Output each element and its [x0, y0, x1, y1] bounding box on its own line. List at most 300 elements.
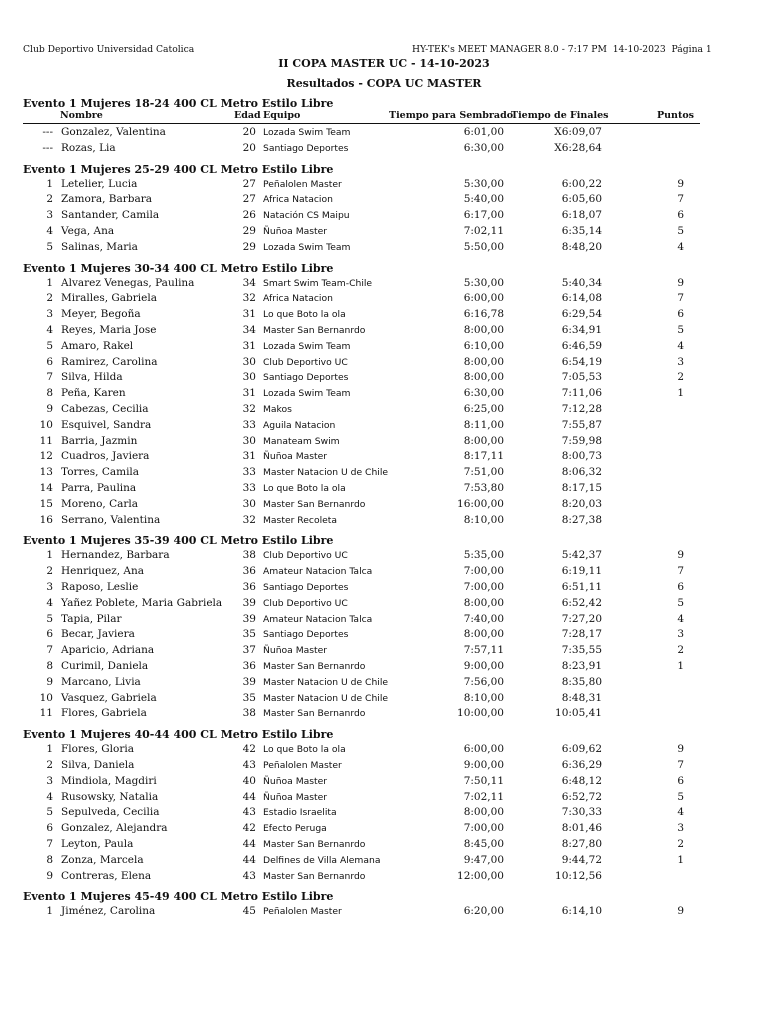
final-time: 6:36,29: [561, 759, 602, 771]
final-time: 6:18,07: [561, 209, 602, 222]
final-time: 7:28,17: [561, 628, 602, 641]
result-row: [0, 628, 768, 644]
software-timestamp: HY-TEK's MEET MANAGER 8.0 - 7:17 PM 14-10-2023 Página 1: [412, 44, 712, 55]
place-cell: 1: [46, 276, 53, 289]
seed-time: 5:50,00: [463, 240, 504, 253]
final-time: 8:48,31: [561, 691, 602, 704]
age-cell: 30: [242, 497, 256, 510]
result-row: [0, 759, 768, 775]
seed-time: 6:17,00: [463, 209, 504, 222]
team-cell: Africa Natacion: [263, 194, 333, 206]
final-time: 10:12,56: [555, 869, 602, 882]
final-time: 6:48,12: [561, 774, 602, 787]
place-cell: 3: [46, 308, 53, 321]
age-cell: 42: [242, 743, 256, 756]
swimmer-name: Gonzalez, Alejandra: [61, 822, 168, 835]
place-cell: 5: [46, 806, 53, 819]
age-cell: 20: [242, 141, 256, 154]
points-cell: 4: [677, 612, 684, 625]
team-cell: Master San Bernanrdo: [263, 708, 366, 720]
swimmer-name: Raposo, Leslie: [61, 581, 139, 593]
swimmer-name: Silva, Hilda: [61, 371, 123, 384]
final-time: 7:27,20: [561, 612, 602, 625]
swimmer-name: Serrano, Valentina: [61, 513, 161, 526]
result-row: [0, 356, 768, 372]
age-cell: 36: [242, 581, 256, 593]
swimmer-name: Gonzalez, Valentina: [61, 126, 166, 138]
seed-time: 5:30,00: [463, 177, 504, 190]
points-cell: 1: [677, 660, 684, 672]
place-cell: 4: [46, 790, 53, 803]
swimmer-name: Salinas, Maria: [61, 240, 138, 253]
event-title: Evento 1 Mujeres 40-44 400 CL Metro Estilo Libre: [23, 728, 334, 742]
swimmer-name: Barria, Jazmin: [61, 434, 138, 447]
place-cell: 6: [46, 628, 53, 641]
place-cell: 4: [46, 225, 53, 237]
seed-time: 8:00,00: [463, 355, 504, 368]
result-row: [0, 822, 768, 838]
swimmer-name: Contreras, Elena: [61, 869, 152, 882]
swimmer-name: Ramirez, Carolina: [61, 355, 158, 368]
age-cell: 35: [242, 628, 256, 641]
swimmer-name: Zamora, Barbara: [61, 193, 153, 206]
swimmer-name: Cabezas, Cecilia: [61, 403, 149, 415]
swimmer-name: Aparicio, Adriana: [61, 644, 155, 657]
age-cell: 30: [242, 371, 256, 384]
points-cell: 6: [677, 581, 684, 593]
age-cell: 38: [242, 707, 256, 720]
seed-time: 6:01,00: [463, 126, 504, 138]
final-time: 6:46,59: [561, 339, 602, 352]
team-cell: Lo que Boto la ola: [263, 309, 346, 321]
age-cell: 32: [242, 292, 256, 305]
swimmer-name: Henriquez, Ana: [61, 565, 145, 578]
team-cell: Master Natacion U de Chile: [263, 692, 389, 704]
points-cell: 5: [677, 225, 684, 237]
result-row: [0, 403, 768, 419]
team-cell: Club Deportivo UC: [263, 356, 348, 368]
event-title: Evento 1 Mujeres 35-39 400 CL Metro Estilo Libre: [23, 534, 334, 548]
column-header-seed: Tiempo para Sembrado: [389, 110, 514, 121]
age-cell: 31: [242, 450, 256, 463]
result-row: [0, 692, 768, 708]
swimmer-name: Esquivel, Sandra: [61, 418, 152, 431]
column-header-age: Edad: [234, 110, 261, 121]
result-row: [0, 277, 768, 293]
seed-time: 8:00,00: [463, 434, 504, 447]
club-name: Club Deportivo Universidad Catolica: [23, 44, 195, 55]
result-row: [0, 435, 768, 451]
place-cell: 8: [46, 660, 53, 672]
final-time: 8:23,91: [561, 660, 602, 672]
seed-time: 7:57,11: [463, 644, 504, 657]
seed-time: 7:40,00: [463, 612, 504, 625]
final-time: 6:14,08: [561, 292, 602, 305]
team-cell: Master Natacion U de Chile: [263, 676, 389, 688]
final-time: 8:06,32: [561, 466, 602, 479]
result-row: [0, 241, 768, 257]
age-cell: 32: [242, 403, 256, 415]
place-cell: 3: [46, 209, 53, 222]
swimmer-name: Zonza, Marcela: [61, 853, 144, 866]
age-cell: 33: [242, 482, 256, 494]
team-cell: Africa Natacion: [263, 293, 333, 305]
seed-time: 8:00,00: [463, 371, 504, 384]
swimmer-name: Hernandez, Barbara: [61, 549, 170, 562]
column-header-row: [23, 110, 700, 124]
team-cell: Santiago Deportes: [263, 629, 349, 641]
seed-time: 6:16,78: [463, 308, 504, 321]
seed-time: 6:20,00: [463, 905, 504, 918]
points-cell: 2: [677, 838, 684, 850]
final-time: 8:20,03: [561, 497, 602, 510]
result-row: [0, 126, 768, 142]
place-cell: 10: [39, 418, 53, 431]
place-cell: 2: [46, 193, 53, 206]
seed-time: 12:00,00: [457, 869, 504, 882]
seed-time: 8:00,00: [463, 806, 504, 819]
swimmer-name: Mindiola, Magdiri: [61, 774, 157, 787]
team-cell: Efecto Peruga: [263, 823, 327, 835]
place-cell: 5: [46, 612, 53, 625]
final-time: 8:00,73: [561, 450, 602, 463]
result-row: [0, 791, 768, 807]
points-cell: 9: [677, 905, 684, 918]
final-time: 7:05,53: [561, 371, 602, 384]
team-cell: Master Natacion U de Chile: [263, 467, 389, 479]
place-cell: 14: [39, 482, 53, 494]
final-time: X6:09,07: [554, 126, 602, 138]
final-time: 7:35,55: [561, 644, 602, 657]
result-row: [0, 450, 768, 466]
age-cell: 39: [242, 612, 256, 625]
swimmer-name: Santander, Camila: [61, 209, 160, 222]
age-cell: 45: [242, 905, 256, 918]
swimmer-name: Vasquez, Gabriela: [61, 691, 157, 704]
points-cell: 3: [677, 822, 684, 835]
swimmer-name: Miralles, Gabriela: [61, 292, 157, 305]
place-cell: 7: [46, 838, 53, 850]
seed-time: 7:56,00: [463, 675, 504, 688]
team-cell: Lozada Swim Team: [263, 388, 351, 400]
place-cell: 5: [46, 339, 53, 352]
seed-time: 6:30,00: [463, 141, 504, 154]
age-cell: 44: [242, 790, 256, 803]
column-header-points: Puntos: [657, 110, 695, 121]
age-cell: 42: [242, 822, 256, 835]
place-cell: 6: [46, 355, 53, 368]
seed-time: 8:00,00: [463, 628, 504, 641]
result-row: [0, 870, 768, 886]
place-cell: 1: [46, 177, 53, 190]
seed-time: 8:10,00: [463, 691, 504, 704]
final-time: 8:27,80: [561, 838, 602, 850]
age-cell: 44: [242, 853, 256, 866]
result-row: [0, 387, 768, 403]
team-cell: Master San Bernanrdo: [263, 661, 366, 672]
team-cell: Ñuñoa Master: [263, 775, 328, 787]
results-subtitle: Resultados - COPA UC MASTER: [286, 77, 482, 90]
result-row: [0, 743, 768, 759]
final-time: X6:28,64: [554, 141, 602, 154]
age-cell: 31: [242, 387, 256, 400]
place-cell: 3: [46, 581, 53, 593]
column-header-team: Equipo: [263, 110, 301, 121]
age-cell: 31: [242, 308, 256, 321]
result-row: [0, 905, 768, 921]
final-time: 8:35,80: [561, 675, 602, 688]
place-cell: 4: [46, 324, 53, 336]
team-cell: Peñalolen Master: [263, 760, 342, 771]
event-title: Evento 1 Mujeres 25-29 400 CL Metro Estilo Libre: [23, 162, 334, 176]
result-row: [0, 209, 768, 225]
seed-time: 8:45,00: [463, 838, 504, 850]
final-time: 5:40,34: [561, 276, 602, 289]
swimmer-name: Sepulveda, Cecilia: [61, 806, 160, 819]
points-cell: 4: [677, 806, 684, 819]
place-cell: 5: [46, 240, 53, 253]
place-cell: 8: [46, 387, 53, 400]
age-cell: 40: [242, 774, 256, 787]
place-cell: 11: [39, 434, 53, 447]
place-cell: 3: [46, 774, 53, 787]
final-time: 7:12,28: [561, 403, 602, 415]
seed-time: 9:47,00: [463, 853, 504, 866]
result-row: [0, 292, 768, 308]
age-cell: 37: [242, 644, 256, 657]
team-cell: Smart Swim Team-Chile: [263, 277, 373, 289]
age-cell: 26: [242, 209, 256, 222]
team-cell: Ñuñoa Master: [263, 791, 328, 803]
team-cell: Amateur Natacion Talca: [263, 613, 373, 625]
swimmer-name: Letelier, Lucia: [61, 177, 138, 190]
points-cell: 3: [677, 355, 684, 368]
final-time: 6:14,10: [561, 905, 602, 918]
result-row: [0, 498, 768, 514]
swimmer-name: Amaro, Rakel: [61, 339, 134, 352]
result-row: [0, 806, 768, 822]
age-cell: 34: [242, 324, 256, 336]
result-row: [0, 419, 768, 435]
team-cell: Aguila Natacion: [263, 419, 336, 431]
place-cell: 9: [46, 675, 53, 688]
age-cell: 30: [242, 355, 256, 368]
seed-time: 7:02,11: [463, 225, 504, 237]
final-time: 8:17,15: [561, 482, 602, 494]
team-cell: Lozada Swim Team: [263, 340, 351, 352]
swimmer-name: Flores, Gloria: [61, 743, 134, 756]
age-cell: 33: [242, 418, 256, 431]
points-cell: 9: [677, 743, 684, 756]
final-time: 8:01,46: [561, 822, 602, 835]
team-cell: Amateur Natacion Talca: [263, 566, 373, 578]
result-row: [0, 565, 768, 581]
points-cell: 1: [677, 387, 684, 400]
team-cell: Master San Bernanrdo: [263, 498, 366, 510]
team-cell: Master San Bernanrdo: [263, 839, 366, 850]
final-time: 9:44,72: [561, 853, 602, 866]
seed-time: 6:00,00: [463, 743, 504, 756]
place-cell: 13: [39, 466, 53, 479]
place-cell: 6: [46, 822, 53, 835]
seed-time: 10:00,00: [457, 707, 504, 720]
points-cell: 7: [677, 759, 684, 771]
seed-time: 7:00,00: [463, 822, 504, 835]
seed-time: 7:00,00: [463, 581, 504, 593]
event-title: Evento 1 Mujeres 18-24 400 CL Metro Estilo Libre: [23, 97, 334, 110]
swimmer-name: Meyer, Begoña: [61, 308, 141, 321]
seed-time: 7:51,00: [463, 466, 504, 479]
final-time: 7:55,87: [561, 418, 602, 431]
place-cell: ---: [42, 141, 53, 154]
result-row: [0, 225, 768, 241]
seed-time: 5:40,00: [463, 193, 504, 206]
result-row: [0, 707, 768, 723]
team-cell: Natación CS Maipu: [263, 210, 350, 222]
place-cell: ---: [42, 126, 53, 138]
swimmer-name: Marcano, Livia: [61, 675, 141, 688]
swimmer-name: Alvarez Venegas, Paulina: [61, 276, 195, 289]
seed-time: 5:35,00: [463, 549, 504, 562]
age-cell: 39: [242, 675, 256, 688]
place-cell: 15: [39, 497, 53, 510]
swimmer-name: Silva, Daniela: [61, 759, 135, 771]
swimmer-name: Parra, Paulina: [61, 482, 137, 494]
place-cell: 1: [46, 743, 53, 756]
swimmer-name: Becar, Javiera: [61, 628, 135, 641]
result-row: [0, 581, 768, 597]
team-cell: Master San Bernanrdo: [263, 325, 366, 336]
place-cell: 7: [46, 644, 53, 657]
swimmer-name: Peña, Karen: [61, 387, 126, 400]
age-cell: 38: [242, 549, 256, 562]
place-cell: 12: [39, 450, 53, 463]
final-time: 6:19,11: [561, 565, 602, 578]
age-cell: 29: [242, 225, 256, 237]
team-cell: Santiago Deportes: [263, 372, 349, 384]
points-cell: 5: [677, 790, 684, 803]
final-time: 6:51,11: [561, 581, 602, 593]
seed-time: 7:00,00: [463, 565, 504, 578]
team-cell: Manateam Swim: [263, 435, 340, 447]
result-row: [0, 838, 768, 854]
seed-time: 8:17,11: [463, 450, 504, 463]
place-cell: 9: [46, 869, 53, 882]
seed-time: 8:11,00: [463, 418, 504, 431]
points-cell: 9: [677, 549, 684, 562]
result-row: [0, 549, 768, 565]
team-cell: Estadio Israelita: [263, 807, 337, 819]
seed-time: 9:00,00: [463, 660, 504, 672]
age-cell: 27: [242, 177, 256, 190]
final-time: 8:27,38: [561, 513, 602, 526]
final-time: 6:00,22: [561, 177, 602, 190]
place-cell: 10: [39, 691, 53, 704]
event-title: Evento 1 Mujeres 45-49 400 CL Metro Estilo Libre: [23, 890, 334, 904]
meet-title: II COPA MASTER UC - 14-10-2023: [278, 57, 490, 70]
final-time: 10:05,41: [555, 707, 602, 720]
result-row: [0, 193, 768, 209]
seed-time: 7:50,11: [463, 774, 504, 787]
result-row: [0, 466, 768, 482]
result-row: [0, 324, 768, 340]
seed-time: 7:53,80: [463, 482, 504, 494]
final-time: 6:05,60: [561, 193, 602, 206]
swimmer-name: Rusowsky, Natalia: [61, 790, 159, 803]
seed-time: 6:10,00: [463, 339, 504, 352]
final-time: 7:59,98: [561, 434, 602, 447]
place-cell: 1: [46, 549, 53, 562]
swimmer-name: Flores, Gabriela: [61, 707, 147, 720]
place-cell: 11: [39, 707, 53, 720]
place-cell: 4: [46, 596, 53, 609]
final-time: 5:42,37: [561, 549, 602, 562]
swimmer-name: Tapia, Pilar: [61, 612, 122, 625]
team-cell: Master San Bernanrdo: [263, 870, 366, 882]
result-row: [0, 644, 768, 660]
age-cell: 29: [242, 240, 256, 253]
result-row: [0, 308, 768, 324]
age-cell: 33: [242, 466, 256, 479]
age-cell: 43: [242, 806, 256, 819]
result-row: [0, 597, 768, 613]
result-row: [0, 660, 768, 676]
seed-time: 9:00,00: [463, 759, 504, 771]
team-cell: Club Deportivo UC: [263, 550, 348, 562]
age-cell: 27: [242, 193, 256, 206]
swimmer-name: Vega, Ana: [61, 225, 115, 237]
seed-time: 8:10,00: [463, 513, 504, 526]
team-cell: Delfines de Villa Alemana: [263, 854, 381, 866]
team-cell: Makos: [263, 404, 292, 415]
age-cell: 32: [242, 513, 256, 526]
team-cell: Santiago Deportes: [263, 582, 349, 593]
result-row: [0, 340, 768, 356]
points-cell: 9: [677, 177, 684, 190]
team-cell: Peñalolen Master: [263, 178, 342, 190]
age-cell: 31: [242, 339, 256, 352]
result-row: [0, 371, 768, 387]
final-time: 6:52,72: [561, 790, 602, 803]
team-cell: Lo que Boto la ola: [263, 483, 346, 494]
place-cell: 1: [46, 905, 53, 918]
team-cell: Lozada Swim Team: [263, 241, 351, 253]
points-cell: 5: [677, 324, 684, 336]
age-cell: 35: [242, 691, 256, 704]
swimmer-name: Yañez Poblete, Maria Gabriela: [61, 596, 223, 609]
swimmer-name: Cuadros, Javiera: [61, 450, 150, 463]
final-time: 6:29,54: [561, 308, 602, 321]
age-cell: 44: [242, 838, 256, 850]
swimmer-name: Moreno, Carla: [61, 497, 138, 510]
final-time: 7:30,33: [561, 806, 602, 819]
team-cell: Master Recoleta: [263, 514, 338, 526]
place-cell: 2: [46, 759, 53, 771]
swimmer-name: Reyes, Maria Jose: [61, 324, 157, 336]
points-cell: 4: [677, 240, 684, 253]
points-cell: 9: [677, 276, 684, 289]
points-cell: 6: [677, 209, 684, 222]
points-cell: 6: [677, 308, 684, 321]
result-row: [0, 775, 768, 791]
team-cell: Ñuñoa Master: [263, 645, 328, 657]
team-cell: Ñuñoa Master: [263, 451, 328, 463]
age-cell: 36: [242, 565, 256, 578]
place-cell: 8: [46, 853, 53, 866]
team-cell: Peñalolen Master: [263, 906, 342, 918]
seed-time: 16:00,00: [457, 497, 504, 510]
team-cell: Lozada Swim Team: [263, 127, 351, 138]
